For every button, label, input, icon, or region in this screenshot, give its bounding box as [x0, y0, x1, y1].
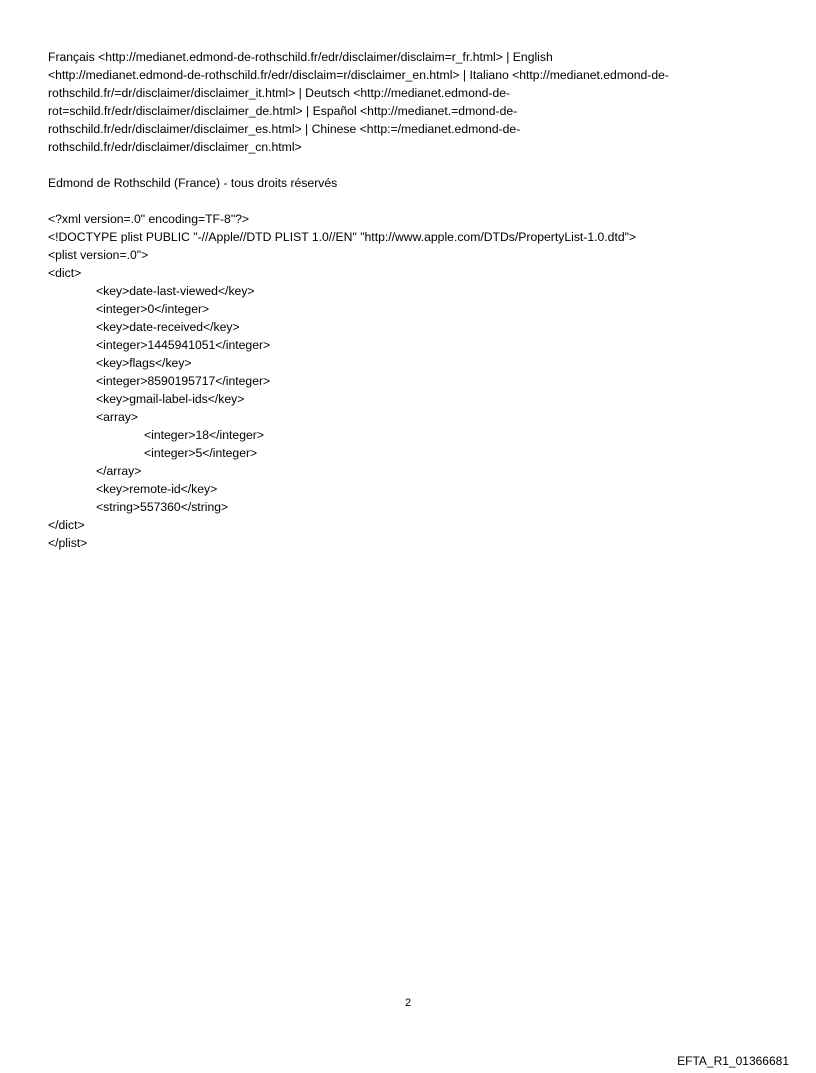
disclaimer-line: <http://medianet.edmond-de-rothschild.fr/edr/disclaim=r/disclaimer_en.html> | Italiano <http://medianet.edmond-de- — [48, 68, 669, 82]
plist-block — [48, 210, 788, 552]
doctype-line: <!DOCTYPE plist PUBLIC "-//Apple//DTD PLIST 1.0//EN" "http://www.apple.com/DTDs/PropertyList-1.0.dtd"> — [48, 230, 637, 244]
plist-close-tag: </plist> — [48, 536, 88, 550]
dict-close-tag: </dict> — [48, 518, 85, 532]
plist-entry: </array> — [96, 464, 142, 478]
disclaimer-links — [48, 48, 788, 156]
disclaimer-line: rothschild.fr/edr/disclaimer/disclaimer_es.html> | Chinese <http:=/medianet.edmond-de- — [48, 122, 521, 136]
disclaimer-line: Français <http://medianet.edmond-de-rothschild.fr/edr/disclaimer/disclaim=r_fr.html> | English — [48, 50, 553, 64]
plist-open-tag: <plist version=.0"> — [48, 248, 149, 262]
plist-entry: <integer>0</integer> — [96, 302, 210, 316]
plist-entry: <key>date-last-viewed</key> — [96, 284, 255, 298]
disclaimer-line: rot=schild.fr/edr/disclaimer/disclaimer_de.html> | Español <http://medianet.=dmond-de- — [48, 104, 518, 118]
plist-entry: <key>remote-id</key> — [96, 482, 218, 496]
copyright-line: Edmond de Rothschild (France) - tous droits réservés — [48, 176, 338, 190]
plist-entry: <key>flags</key> — [96, 356, 192, 370]
array-item: <integer>5</integer> — [144, 446, 258, 460]
plist-entry: <string>557360</string> — [96, 500, 229, 514]
plist-entry: <key>date-received</key> — [96, 320, 240, 334]
plist-entry: <integer>8590195717</integer> — [96, 374, 271, 388]
plist-entry: <array> — [96, 410, 139, 424]
dict-open-tag: <dict> — [48, 266, 82, 280]
document-body — [48, 48, 788, 552]
plist-entry: <integer>1445941051</integer> — [96, 338, 271, 352]
page-number: 2 — [404, 997, 412, 1009]
bates-number: EFTA_R1_01366681 — [677, 1054, 789, 1068]
spacer — [48, 156, 788, 174]
disclaimer-line: rothschild.fr/=dr/disclaimer/disclaimer_it.html> | Deutsch <http://medianet.edmond-de- — [48, 86, 511, 100]
xml-declaration: <?xml version=.0" encoding=TF-8"?> — [48, 212, 250, 226]
array-item: <integer>18</integer> — [144, 428, 264, 442]
disclaimer-line: rothschild.fr/edr/disclaimer/disclaimer_cn.html> — [48, 140, 302, 154]
spacer — [48, 192, 788, 210]
plist-entry: <key>gmail-label-ids</key> — [96, 392, 245, 406]
